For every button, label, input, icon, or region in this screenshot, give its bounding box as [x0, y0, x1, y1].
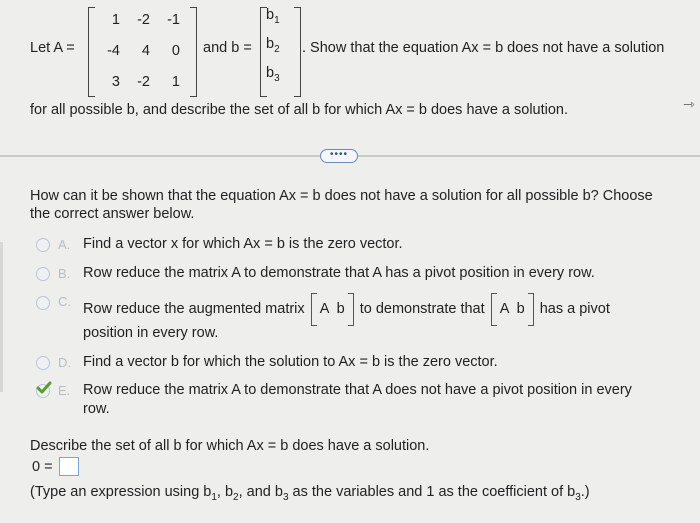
- checkmark-icon: [36, 380, 52, 396]
- radio-option-a[interactable]: [36, 238, 50, 252]
- vector-b-right-bracket: [294, 7, 301, 97]
- vector-b-entry: [266, 36, 292, 55]
- more-button[interactable]: ••••: [320, 149, 358, 163]
- question-prompt-line2: the correct answer below.: [30, 206, 195, 222]
- and-b-label: and b =: [203, 40, 252, 56]
- vector-b-entry-subscript: 1: [274, 15, 280, 26]
- matrix-a-right-bracket: [190, 7, 197, 97]
- option-c-line2[interactable]: position in every row.: [83, 325, 219, 341]
- option-e-text[interactable]: Row reduce the matrix A to demonstrate that A does not have a pivot position in every: [83, 382, 632, 398]
- augmented-matrix-content: A b: [499, 301, 525, 317]
- matrix-a-cell: -4: [107, 43, 120, 59]
- option-c-text[interactable]: [83, 299, 610, 320]
- answer-input[interactable]: [59, 457, 79, 476]
- vector-b-entry-base: b: [266, 65, 275, 81]
- expand-arrow-icon[interactable]: ⇾: [683, 96, 695, 112]
- hint-end: .): [580, 484, 590, 500]
- hint-sub: 1: [211, 492, 217, 503]
- matrix-a-cell: -2: [137, 12, 150, 28]
- question-prompt-line1: How can it be shown that the equation Ax = b does not have a solution for all possible b? Choose: [30, 188, 653, 204]
- option-b-text[interactable]: Row reduce the matrix A to demonstrate that A has a pivot position in every row.: [83, 265, 595, 281]
- radio-option-c[interactable]: [36, 296, 50, 310]
- matrix-a-cell: 0: [171, 43, 180, 59]
- matrix-a-cell: -1: [167, 12, 180, 28]
- problem-statement-line2: for all possible b, and describe the set of all b for which Ax = b does have a solution.: [30, 102, 569, 118]
- answer-hint: [30, 484, 590, 503]
- option-b-letter: B.: [58, 266, 71, 281]
- augmented-matrix-2: [491, 299, 534, 320]
- describe-prompt: Describe the set of all b for which Ax = b does have a solution.: [30, 438, 430, 454]
- hint-sub: 3: [575, 492, 581, 503]
- vector-b-entry: [266, 65, 292, 84]
- radio-option-d[interactable]: [36, 356, 50, 370]
- option-c-pre: Row reduce the augmented matrix: [83, 301, 305, 317]
- augmented-matrix-1: [311, 299, 354, 320]
- matrix-a-cell: 1: [171, 74, 180, 90]
- option-e-line2[interactable]: row.: [83, 401, 110, 417]
- option-c-letter: C.: [58, 294, 71, 309]
- matrix-a-cell: 3: [111, 74, 120, 90]
- matrix-a-cell: 4: [141, 43, 150, 59]
- vector-b-entry-base: b: [266, 36, 275, 52]
- vector-b-entry-subscript: 2: [274, 44, 280, 55]
- hint-mid: as the variables and 1 as the coefficient of b: [288, 484, 576, 500]
- vector-b-entry: [266, 7, 292, 26]
- matrix-a: [92, 12, 180, 90]
- option-a-text[interactable]: Find a vector x for which Ax = b is the zero vector.: [83, 236, 403, 252]
- problem-statement-line1: . Show that the equation Ax = b does not have a solution: [302, 40, 665, 56]
- vector-b-entry-subscript: 3: [274, 73, 280, 84]
- matrix-a-cell: -2: [137, 74, 150, 90]
- hint-mid: , b: [216, 484, 234, 500]
- hint-pre: (Type an expression using b: [30, 484, 212, 500]
- zero-equals-label: 0 =: [32, 459, 53, 475]
- option-e-letter: E.: [58, 383, 71, 398]
- vector-b: [266, 7, 292, 84]
- let-a-label: Let A =: [30, 40, 75, 56]
- hint-sub: 2: [233, 492, 239, 503]
- hint-sub: 3: [282, 492, 289, 503]
- left-edge-bar: [0, 242, 3, 392]
- hint-mid: , and b: [238, 484, 283, 500]
- option-c-post: has a pivot: [539, 301, 610, 317]
- augmented-matrix-content: A b: [319, 301, 345, 317]
- radio-option-b[interactable]: [36, 267, 50, 281]
- matrix-a-cell: 1: [111, 12, 120, 28]
- option-d-text[interactable]: Find a vector b for which the solution to Ax = b is the zero vector.: [83, 354, 498, 370]
- option-a-letter: A.: [58, 237, 71, 252]
- option-c-mid: to demonstrate that: [359, 301, 485, 317]
- vector-b-entry-base: b: [266, 7, 275, 23]
- option-d-letter: D.: [58, 355, 71, 370]
